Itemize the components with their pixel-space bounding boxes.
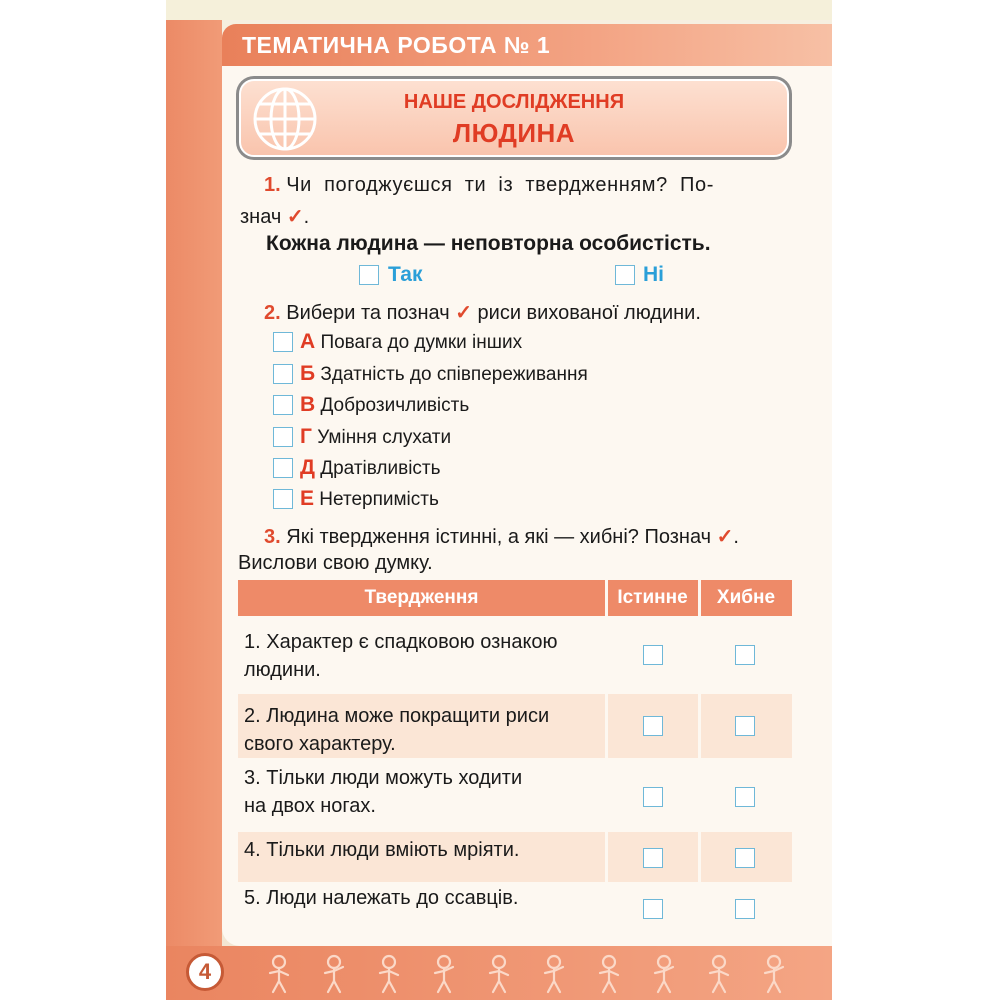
task3-line1	[264, 524, 739, 549]
child-figure-icon	[317, 954, 351, 994]
task1-number: 1.	[264, 174, 281, 196]
task2-question-part1: Вибери та познач	[286, 302, 450, 324]
column-divider	[605, 580, 608, 940]
row-line2: на двох ногах.	[244, 795, 376, 817]
option-e	[300, 487, 439, 511]
checkbox-option-e[interactable]	[273, 489, 293, 509]
check-mark-icon: ✓	[286, 206, 304, 228]
child-figure-icon	[647, 954, 681, 994]
column-divider	[698, 580, 701, 940]
checkbox-option-d[interactable]	[273, 458, 293, 478]
page-title: ТЕМАТИЧНА РОБОТА № 1	[242, 32, 551, 58]
footer-decoration	[262, 952, 822, 996]
left-band	[166, 20, 222, 1000]
table-row	[238, 884, 792, 940]
checkbox-row1-false[interactable]	[735, 645, 755, 665]
option-letter: Б	[300, 362, 316, 385]
option-letter: Е	[300, 487, 315, 510]
row-line1: 4. Тільки люди вміють мріяти.	[244, 839, 520, 861]
checkbox-option-v[interactable]	[273, 395, 293, 415]
table-row	[238, 618, 792, 690]
checkbox-no[interactable]	[615, 265, 635, 285]
option-d	[300, 456, 441, 480]
row-line1: 5. Люди належать до ссавців.	[244, 887, 519, 909]
answer-yes-label: Так	[388, 263, 423, 286]
table-row	[238, 694, 792, 758]
section-plate	[236, 76, 792, 160]
option-a	[300, 330, 522, 354]
section-title: ЛЮДИНА	[452, 118, 576, 148]
section-plate-inner	[239, 79, 789, 157]
checkbox-option-a[interactable]	[273, 332, 293, 352]
task3-question-line1: Які твердження істинні, а які — хибні? Познач	[286, 526, 712, 548]
option-letter: Г	[300, 425, 312, 448]
task1-line2	[240, 204, 309, 229]
table-header-statement: Твердження	[238, 580, 605, 616]
option-text: Нетерпимість	[319, 489, 439, 510]
checkbox-option-h[interactable]	[273, 427, 293, 447]
answer-no-label: Ні	[643, 263, 664, 286]
option-text: Доброзичливість	[320, 395, 470, 416]
top-strip	[166, 0, 832, 20]
task3-period: .	[733, 526, 739, 548]
child-figure-icon	[262, 954, 296, 994]
row-line2: свого характеру.	[244, 733, 396, 755]
task2-question	[264, 300, 701, 325]
check-mark-icon: ✓	[716, 526, 734, 548]
child-figure-icon	[592, 954, 626, 994]
row-line2: людини.	[244, 659, 321, 681]
checkbox-row2-false[interactable]	[735, 716, 755, 736]
checkbox-row2-true[interactable]	[643, 716, 663, 736]
checkbox-row1-true[interactable]	[643, 645, 663, 665]
option-h	[300, 425, 451, 449]
check-mark-icon: ✓	[455, 302, 472, 324]
table-header-false: Хибне	[700, 580, 792, 616]
child-figure-icon	[372, 954, 406, 994]
child-figure-icon	[427, 954, 461, 994]
option-text: Повага до думки інших	[320, 332, 523, 353]
checkbox-row4-false[interactable]	[735, 848, 755, 868]
row-line1: 2. Людина може покращити риси	[244, 705, 550, 727]
task1-statement: Кожна людина — неповторна особистість.	[266, 232, 711, 255]
child-figure-icon	[482, 954, 516, 994]
child-figure-icon	[702, 954, 736, 994]
checkbox-option-b[interactable]	[273, 364, 293, 384]
option-letter: В	[300, 393, 316, 416]
task2-question-part2: риси вихованої людини.	[477, 302, 701, 324]
checkbox-yes[interactable]	[359, 265, 379, 285]
option-text: Дратівливість	[320, 458, 441, 479]
checkbox-row3-false[interactable]	[735, 787, 755, 807]
page-number: 4	[186, 953, 224, 991]
option-b	[300, 362, 588, 386]
task2-number: 2.	[264, 302, 281, 324]
option-text: Уміння слухати	[317, 427, 452, 448]
option-text: Здатність до співпереживання	[320, 364, 588, 385]
task1-period: .	[303, 206, 310, 228]
checkbox-row5-false[interactable]	[735, 899, 755, 919]
table-row	[238, 832, 792, 882]
child-figure-icon	[537, 954, 571, 994]
task1-question-line2: знач	[240, 206, 282, 228]
checkbox-row3-true[interactable]	[643, 787, 663, 807]
table-row	[238, 760, 792, 830]
option-letter: Д	[300, 456, 315, 479]
section-subtitle: НАШЕ ДОСЛІДЖЕННЯ	[403, 91, 625, 113]
option-v	[300, 393, 469, 417]
checkbox-row4-true[interactable]	[643, 848, 663, 868]
table-header-true: Істинне	[607, 580, 698, 616]
row-line1: 3. Тільки люди можуть ходити	[244, 767, 523, 789]
task3-number: 3.	[264, 526, 281, 548]
task1-line1	[264, 174, 714, 197]
option-letter: А	[300, 330, 316, 353]
row-line1: 1. Характер є спадковою ознакою	[244, 631, 558, 653]
checkbox-row5-true[interactable]	[643, 899, 663, 919]
task1-question-line1: Чи погоджуєшся ти із твердженням? По-	[286, 174, 714, 196]
child-figure-icon	[757, 954, 791, 994]
task3-question-line2: Вислови свою думку.	[238, 552, 433, 574]
